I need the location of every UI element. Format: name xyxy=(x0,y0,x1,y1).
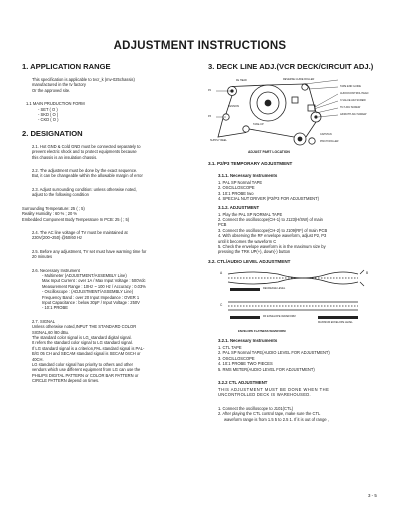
diagram-label: AUDIO/CONTROL HEAD xyxy=(340,92,369,95)
waveform-caption: RF ENVELOPE WAVEFORM xyxy=(263,314,296,318)
list-item: 4. SPECIAL NUT DRIVER (P2/P3 FOR ADJUSTMENT) xyxy=(218,196,319,202)
designation-body xyxy=(22,144,200,198)
list-item: 2. PAL SP Normal TAPE(AUDIO LEVEL FOR ADJUSTMENT) xyxy=(218,350,330,356)
production-form-heading: 1.1 MAIN PRUDUCTION FORM xyxy=(26,101,85,107)
paragraph: SIGNAL,60 /80 dBu. xyxy=(32,329,70,335)
deck-diagram-caption: ADJUST PART LOCATION xyxy=(248,150,290,154)
p2-p3-heading: 3.1. P2/P3 TEMPORARY ADJUSTMENT xyxy=(208,161,293,166)
page-number: 3 - 5 xyxy=(368,493,377,498)
envelope-waveform-icon xyxy=(208,268,384,328)
signal-body xyxy=(32,324,200,383)
paragraph: 2.1. Hot GND & Cold GND must be connected separately to xyxy=(32,143,141,149)
ctl-audio-section xyxy=(208,338,384,422)
waveform-diagram-caption: ENVELOPE FLATNESS WAVEFORM xyxy=(238,328,286,333)
list-item: PCB xyxy=(218,222,227,228)
paragraph: adjust to the following condition xyxy=(32,192,89,198)
adjustment-heading: 3.1.2. ADJUSTMENT xyxy=(218,204,260,210)
waveform-label-c: C xyxy=(220,302,223,307)
paragraph: LG standard color signal has priority to others and other xyxy=(32,362,134,368)
list-item: - Multimeter (ADJUSTMENT/ASSEMBLY Line) xyxy=(42,272,127,278)
diagram-label: REVERSE GUIDE ROLLER xyxy=(283,78,315,81)
p2-p3-section xyxy=(208,173,384,255)
diagram-label: SUPPLY REEL xyxy=(210,139,227,142)
diagram-label: FE HEAD xyxy=(236,79,247,82)
waveform-label-b: B xyxy=(366,270,369,275)
diagram-label: TAKE-UP xyxy=(253,123,264,126)
list-item: - 10:1 PROBE xyxy=(42,305,68,311)
list-item: 5. Check the envelope waveform is in the maximum size by xyxy=(218,244,326,250)
paragraph: 40CH. xyxy=(32,356,44,362)
list-item: Input Capacitance : below 30pF / Input Voltage : 250V xyxy=(42,299,140,305)
designation-body-2 xyxy=(22,230,200,384)
left-column xyxy=(22,62,200,387)
list-item: 2. Connect the oscilloscope(CH-1) to J123(H/SW) of main xyxy=(218,217,323,223)
ctl-audio-heading: 3.2. CTL/AUDIO LEVEL ADJUSTMENT xyxy=(208,258,291,264)
paragraph: THIS ADJUSTMENT MUST BE DONE WHEN THE xyxy=(218,386,330,392)
list-item: - SKD ( O ) xyxy=(38,112,59,118)
list-item: Max Input Current : over 1A / Max Input Voltage : 500Vdc xyxy=(42,278,146,284)
list-item: 3. OSCILLOSCOPE xyxy=(218,355,255,361)
diagram-label: P2 xyxy=(208,89,212,92)
list-item: 2. OSCILLOSCOPE xyxy=(218,185,255,191)
right-column xyxy=(208,62,384,422)
paragraph: vendors which use different equipment from LG can use the xyxy=(32,367,141,373)
page-title: ADJUSTMENT INSTRUCTIONS xyxy=(113,40,287,52)
list-item: 1. PAL SP Normal TAPE xyxy=(218,180,263,185)
paragraph: B/G 05 CH and SECAM standard signal is SECAM 04CH or xyxy=(32,351,141,357)
list-item: Measurement Range : 10Hz ~ 100 Hz / Accuracy : 0.03% xyxy=(42,283,146,289)
designation-heading: 2. DESIGNATION xyxy=(22,128,83,138)
instrument-list xyxy=(32,273,200,311)
waveform-diagram xyxy=(208,268,384,328)
condition-line: Reality Humidity : 60 % ; 20 % xyxy=(22,211,78,217)
list-item: pressing the TRK UP(+), down(-) button xyxy=(218,249,291,255)
application-range-heading: 1. APPLICATION RANGE xyxy=(22,62,111,71)
paragraph: Unless otherwise noted,INPUT THE STANDARD COLOR xyxy=(32,324,137,330)
paragraph: UNCONTROLLED DECK IS WAREHOUSED. xyxy=(218,392,311,398)
instrument-heading: 2.6. Necessary Instrument xyxy=(32,267,80,273)
list-item: - Oscilloscope : (ADJUSTMENT/ASSEMBLY Line) xyxy=(42,289,134,295)
instruments-heading: 3.1.1. Necessary Instruments xyxy=(218,173,278,178)
paragraph: manufactured in the tv factory xyxy=(32,82,86,88)
waveform-caption: DECREASE LEVEL xyxy=(263,286,286,290)
paragraph: 2.4. The AC line voltage of TV must be maintained at xyxy=(32,229,128,235)
conditions-block xyxy=(22,206,200,222)
list-item: 4. 10:1 PROBE TWO PIECES xyxy=(218,361,273,367)
diagram-label: TAPE END GUIDE xyxy=(340,85,361,88)
list-item: - CKD ( O ) xyxy=(38,117,59,123)
diagram-label: TILT ADJ SCREW xyxy=(340,106,361,109)
application-range-body xyxy=(22,77,200,93)
waveform-caption: MAXIMUM ENVELOPE LEVEL xyxy=(318,320,353,324)
paragraph: 230V(200~250) @50/60 Hz xyxy=(32,235,83,241)
paragraph: 20 minutes xyxy=(32,254,53,260)
diagram-label: PINCH ROLLER xyxy=(320,140,339,143)
list-item: 1. CTL TAPE xyxy=(218,344,242,350)
paragraph: CIRCLE PATTERN depend on times. xyxy=(32,378,100,384)
paragraph: 2.2. The adjustment must be done by the exact sequence. xyxy=(32,168,138,174)
paragraph: this chassis is an insulation chassis. xyxy=(32,154,98,160)
list-item: 3. Connect the oscilloscope(CH-2) to J109(RF) of main PCB xyxy=(218,227,328,233)
paragraph: 2.5. Before any adjustment, TV set must have warming time for xyxy=(32,248,147,254)
diagram-label: AZIMUTH ADJ SCREW xyxy=(340,113,367,116)
condition-line: Surrounding Temperature: 25 ( ; 5) xyxy=(22,205,85,211)
paragraph: Or the approved site. xyxy=(32,87,71,93)
production-form-list xyxy=(22,107,200,123)
list-item: until it becomes the waveform C xyxy=(218,238,277,244)
list-item: Frequency Band : over 20 Input Impedance : OVER 1 xyxy=(42,294,140,300)
list-item: 2. After playing the CTL control tape, make sure the CTL xyxy=(218,411,321,417)
diagram-label: CAPSTAN xyxy=(320,133,332,136)
diagram-label: P3 xyxy=(208,115,212,118)
signal-heading: 2.7. SIGNAL xyxy=(32,318,55,324)
list-item: 4. With observing the RF envelope waveform, adjust P2, P3 xyxy=(218,233,327,239)
instruments-heading-2: 3.2.1. Necessary Instruments xyxy=(218,337,278,343)
list-item: 5. RMS METER(AUDIO LEVEL FOR ADJUSTMENT) xyxy=(218,366,315,372)
paragraph: This specification is applicable to tvcr_k (mv-025chassis) xyxy=(32,77,135,82)
paragraph: 2.3. Adjust surrounding condition: unless otherwise noted, xyxy=(32,186,137,192)
list-item: - SET ( O ) xyxy=(38,106,58,112)
waveform-label-a: A xyxy=(220,270,223,275)
paragraph: If LG standard signal is a criterion,PAL standard signal is PAL- xyxy=(32,345,145,351)
list-item: waveform range is from 1.5 5 to 2.5 1. If it is out of range , xyxy=(224,416,329,422)
list-item: 3. 10:1 PROBE two xyxy=(218,190,254,196)
paragraph: PHILIPS DIGITAL PATTERN or COLOR BAR PATTERN or xyxy=(32,372,139,378)
list-item: 1. Play the PAL SP NORMAL TAPE xyxy=(218,211,283,217)
diagram-label: X-VALUE ADJ SCREW xyxy=(340,99,366,102)
condition-line: Embedded Component Body Temperature In PCB: 25 ( ; 5) xyxy=(22,216,130,222)
paragraph: prevent electric shock and to protect equipments because xyxy=(32,149,137,155)
deck-line-heading: 3. DECK LINE ADJ.(VCR DECK/CIRCUIT ADJ.) xyxy=(208,62,374,71)
diagram-label: TENSION xyxy=(228,105,240,108)
paragraph: The standard color signal is LG_standard digital signal. xyxy=(32,335,132,340)
paragraph: But, it can be changeable within the allowable margin of error xyxy=(32,173,143,179)
list-item: 1. Connect the oscilloscope to J101(CTL) xyxy=(218,405,294,411)
paragraph: It refers the standard color signal to LG standard signal. xyxy=(32,340,133,346)
deck-diagram xyxy=(208,77,384,149)
ctl-adjustment-heading: 3.2.2 CTL ADJUSTMENT xyxy=(218,379,268,385)
